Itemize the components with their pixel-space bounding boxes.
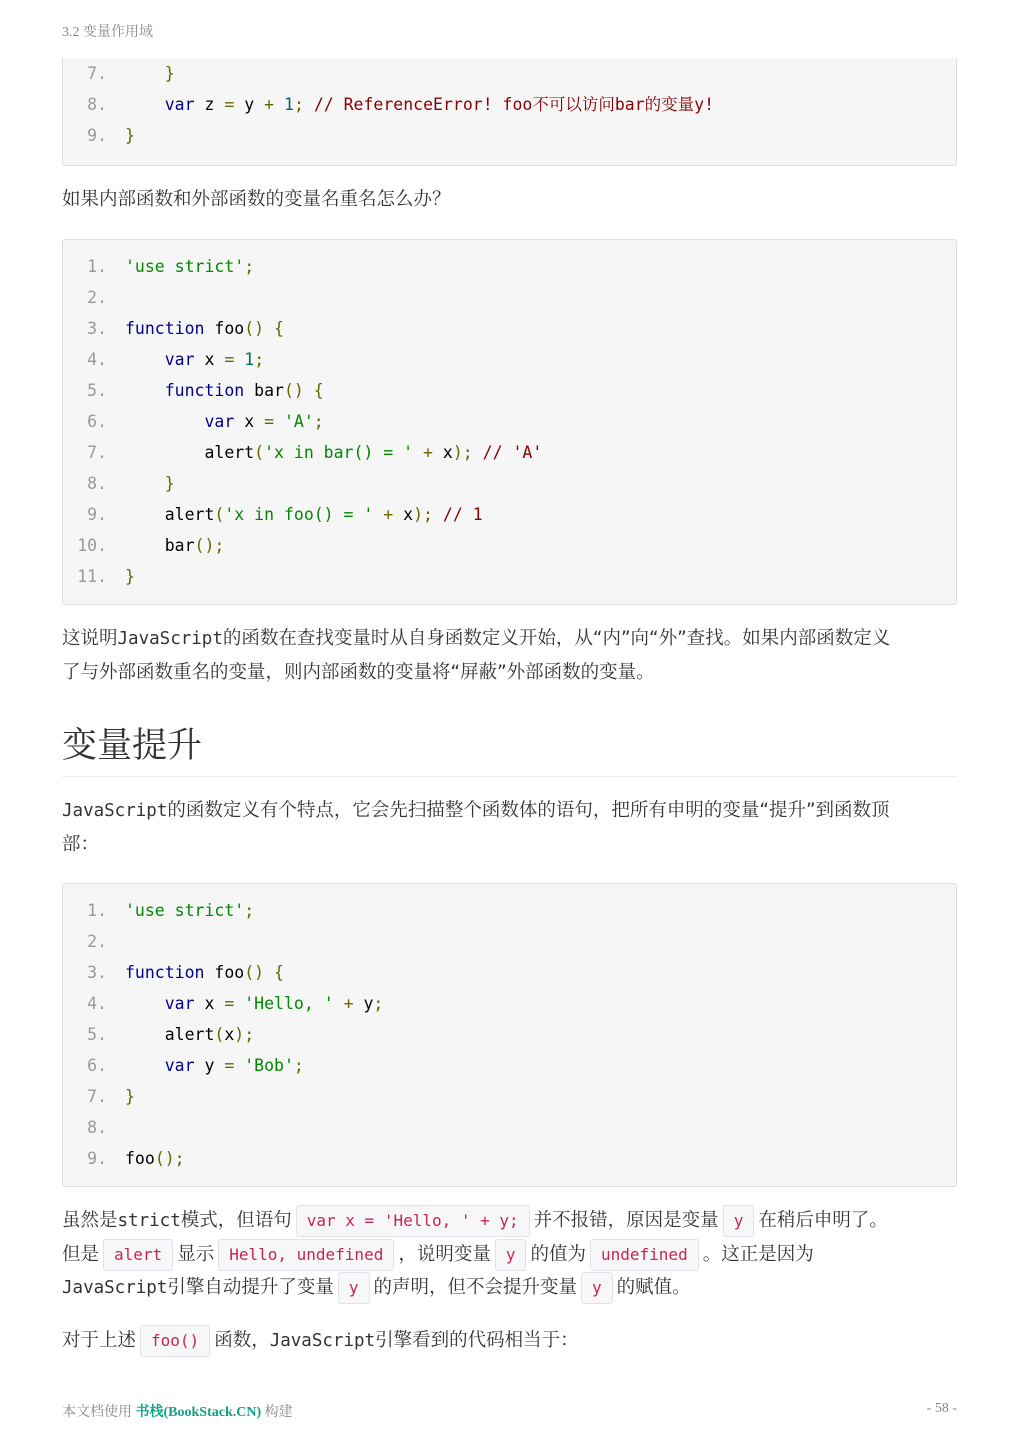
paragraph	[62, 794, 962, 861]
line-number: 11.	[77, 567, 107, 586]
inline-code: y	[338, 1272, 370, 1304]
paragraph	[62, 1204, 962, 1305]
code-text: }	[164, 64, 175, 83]
paragraph-line: 这说明JavaScript的函数在查找变量时从自身函数定义开始，从“内”向“外”查找。如果内部函数定义	[62, 628, 891, 649]
code-text: alert(x);	[125, 1025, 255, 1044]
code-text: foo();	[125, 1149, 185, 1168]
paragraph-line: 部：	[62, 834, 100, 855]
inline-code: Hello, undefined	[218, 1239, 394, 1271]
code-text: }	[164, 474, 175, 493]
inline-code: foo()	[140, 1325, 210, 1357]
code-text: alert('x in bar() = ' + x); // 'A'	[125, 443, 543, 462]
code-text: function foo() {	[125, 963, 284, 982]
line-number: 9.	[87, 126, 107, 145]
line-number: 2.	[87, 288, 107, 307]
line-number: 5.	[87, 1025, 107, 1044]
paragraph-line: JavaScript的函数定义有个特点，它会先扫描整个函数体的语句，把所有申明的变量“提升”到函数顶	[62, 800, 890, 821]
inline-code: undefined	[590, 1239, 699, 1271]
line-number: 1.	[87, 901, 107, 920]
code-text: var x = 1;	[164, 350, 265, 369]
paragraph-line: 但是 alert 显示 Hello, undefined ，说明变量 y 的值为 undefined 。这正是因为	[62, 1238, 962, 1271]
footer-link[interactable]: 书栈(BookStack.CN)	[135, 1405, 262, 1420]
code-text: }	[125, 1087, 135, 1106]
line-number: 7.	[87, 1087, 107, 1106]
line-number: 1.	[87, 257, 107, 276]
inline-code: y	[581, 1272, 613, 1304]
line-number: 3.	[87, 319, 107, 338]
line-number: 9.	[87, 505, 107, 524]
code-block-1	[62, 58, 957, 166]
line-number: 10.	[77, 536, 107, 555]
code-text: var x = 'Hello, ' + y;	[164, 994, 384, 1013]
code-block-2	[62, 239, 957, 605]
code-text: var y = 'Bob';	[164, 1056, 304, 1075]
section-heading: 变量提升	[62, 726, 203, 766]
inline-code: y	[495, 1239, 527, 1271]
heading-divider	[62, 776, 957, 777]
inline-code: y	[723, 1205, 755, 1237]
paragraph: 如果内部函数和外部函数的变量名重名怎么办？	[62, 189, 451, 210]
inline-code: var x = 'Hello, ' + y;	[296, 1205, 530, 1237]
line-number: 4.	[87, 350, 107, 369]
page-number: - 58 -	[926, 1401, 957, 1416]
running-header: 3.2 变量作用域	[62, 25, 153, 40]
line-number: 8.	[87, 95, 107, 114]
code-text: var x = 'A';	[204, 412, 324, 431]
code-text: 'use strict';	[125, 257, 255, 276]
page-footer: 本文档使用 书栈(BookStack.CN) 构建 - 58 -	[62, 1401, 957, 1420]
paragraph-line: 了与外部函数重名的变量，则内部函数的变量将“屏蔽”外部函数的变量。	[62, 662, 655, 683]
code-text: }	[125, 567, 135, 586]
line-number: 4.	[87, 994, 107, 1013]
line-number: 8.	[87, 1118, 107, 1137]
paragraph-line: JavaScript引擎自动提升了变量 y 的声明，但不会提升变量 y 的赋值。	[62, 1271, 962, 1305]
line-number: 3.	[87, 963, 107, 982]
code-text: function foo() {	[125, 319, 284, 338]
code-text: var z = y + 1; // ReferenceError! foo不可以访问bar的变量y!	[164, 95, 715, 114]
line-number: 6.	[87, 412, 107, 431]
code-text: alert('x in foo() = ' + x); // 1	[125, 505, 483, 524]
code-text: 'use strict';	[125, 901, 255, 920]
inline-code: alert	[103, 1239, 173, 1271]
code-text: bar();	[125, 536, 225, 555]
code-text: function bar() {	[164, 381, 324, 400]
line-number: 7.	[87, 64, 107, 83]
paragraph-line: 虽然是strict模式，但语句 var x = 'Hello, ' + y; 并不报错，原因是变量 y 在稍后申明了。	[62, 1204, 962, 1238]
line-number: 7.	[87, 443, 107, 462]
line-number: 5.	[87, 381, 107, 400]
paragraph: 对于上述 foo() 函数，JavaScript引擎看到的代码相当于：	[62, 1324, 962, 1358]
line-number: 9.	[87, 1149, 107, 1168]
paragraph	[62, 622, 962, 689]
code-block-3	[62, 883, 957, 1187]
line-number: 8.	[87, 474, 107, 493]
line-number: 6.	[87, 1056, 107, 1075]
code-text: }	[125, 126, 135, 145]
line-number: 2.	[87, 932, 107, 951]
